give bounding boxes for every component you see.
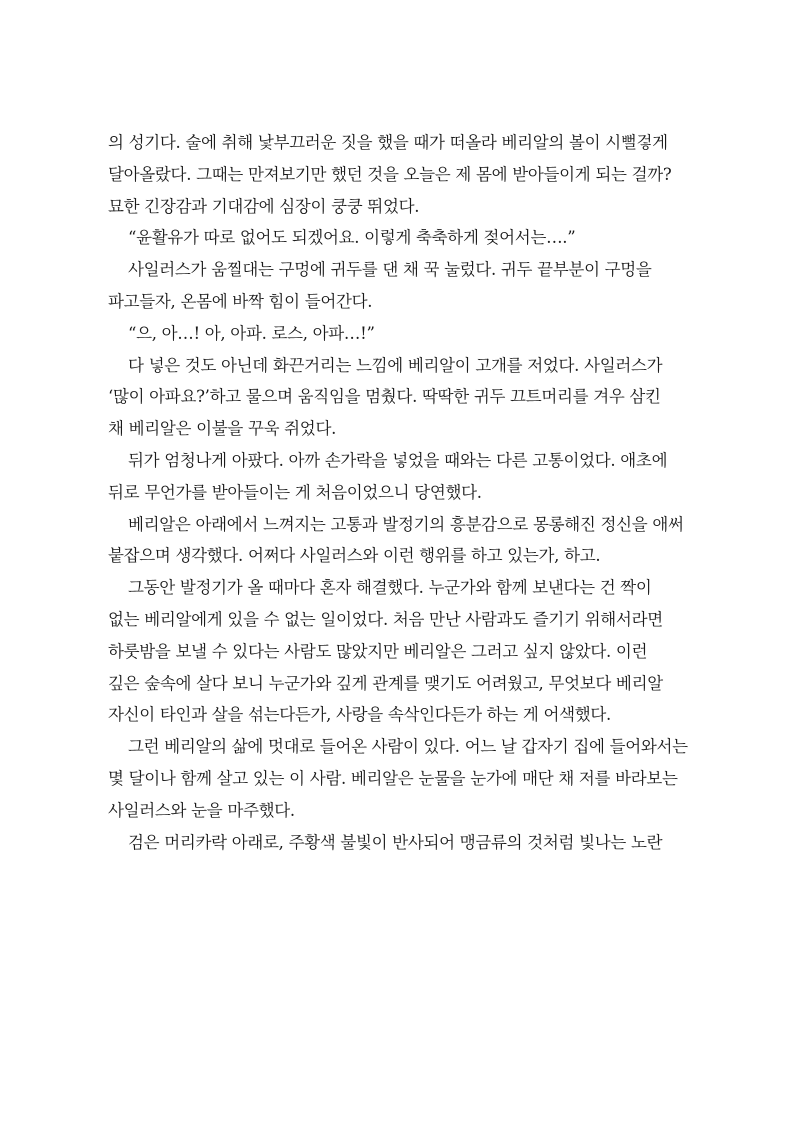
paragraph-start-line: 뒤가 엄청나게 아팠다. 아까 손가락을 넣었을 때와는 다른 고통이었다. 애초에 <box>128 450 668 470</box>
text-line: 채 베리알은 이불을 꾸욱 쥐었다. <box>108 419 337 439</box>
text-line: 붙잡으며 생각했다. 어쩌다 사일러스와 이런 행위를 하고 있는가, 하고. <box>108 546 601 566</box>
dialogue-line: “윤활유가 따로 없어도 되겠어요. 이렇게 축축하게 젖어서는….” <box>128 228 576 248</box>
paragraph-start-line: 베리알은 아래에서 느껴지는 고통과 발정기의 흥분감으로 몽롱해진 정신을 애써 <box>128 514 684 534</box>
paragraph-start-line: 사일러스가 움찔대는 구멍에 귀두를 댄 채 꾹 눌렀다. 귀두 끝부분이 구멍을 <box>128 260 652 280</box>
document-page <box>108 127 692 858</box>
text-line: ‘많이 아파요?’하고 물으며 움직임을 멈췄다. 딱딱한 귀두 끄트머리를 겨우 삼킨 <box>108 387 661 407</box>
text-line: 달아올랐다. 그때는 만져보기만 했던 것을 오늘은 제 몸에 받아들이게 되는 걸까? <box>108 164 672 184</box>
text-line: 뒤로 무언가를 받아들이는 게 처음이었으니 당연했다. <box>108 482 482 502</box>
text-line: 몇 달이나 함께 살고 있는 이 사람. 베리알은 눈물을 눈가에 매단 채 저를 바라보는 <box>108 768 678 788</box>
text-line: 깊은 숲속에 살다 보니 누군가와 깊게 관계를 맺기도 어려웠고, 무엇보다 베리알 <box>108 673 663 693</box>
text-line: 사일러스와 눈을 마주했다. <box>108 800 295 820</box>
text-line: 파고들자, 온몸에 바짝 힘이 들어간다. <box>108 291 373 311</box>
text-line: 묘한 긴장감과 기대감에 심장이 쿵쿵 뛰었다. <box>108 196 420 216</box>
text-line: 하룻밤을 보낼 수 있다는 사람도 많았지만 베리알은 그러고 싶지 않았다. 이런 <box>108 641 648 661</box>
paragraph-start-line: 검은 머리카락 아래로, 주황색 불빛이 반사되어 맹금류의 것처럼 빛나는 노란 <box>128 832 663 852</box>
paragraph-start-line: 그동안 발정기가 올 때마다 혼자 해결했다. 누군가와 함께 보낸다는 건 짝이 <box>128 578 652 598</box>
paragraph-start-line: 다 넣은 것도 아닌데 화끈거리는 느낌에 베리알이 고개를 저었다. 사일러스가 <box>128 355 663 375</box>
text-line: 자신이 타인과 살을 섞는다든가, 사랑을 속삭인다든가 하는 게 어색했다. <box>108 705 611 725</box>
dialogue-line: “으, 아…! 아, 아파. 로스, 아파…!” <box>128 323 375 343</box>
text-line: 없는 베리알에게 있을 수 없는 일이었다. 처음 만난 사람과도 즐기기 위해서라면 <box>108 609 663 629</box>
text-line: 의 성기다. 술에 취해 낯부끄러운 짓을 했을 때가 떠올라 베리알의 볼이 시뻘겋게 <box>108 133 668 152</box>
paragraph-start-line: 그런 베리알의 삶에 멋대로 들어온 사람이 있다. 어느 날 갑자기 집에 들어와서는 <box>128 737 688 757</box>
